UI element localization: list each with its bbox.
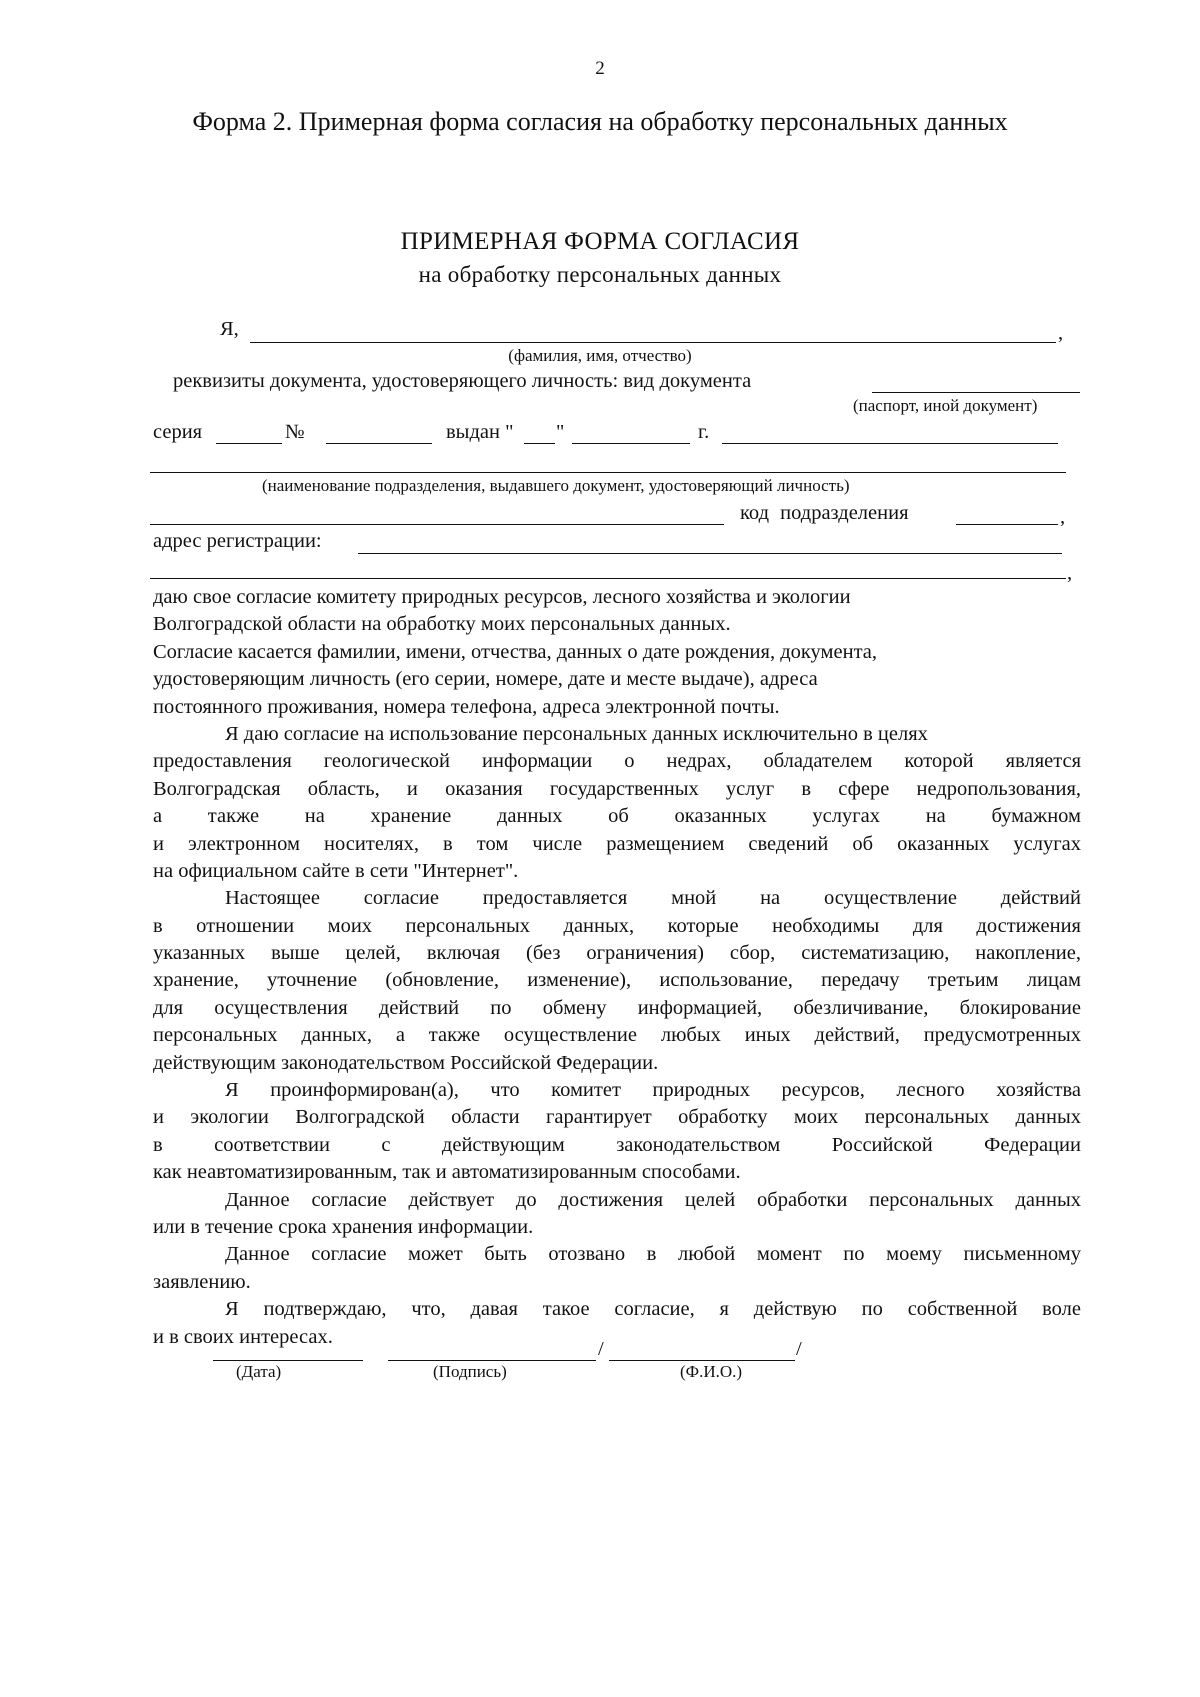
consent-intro-line: Волгоградской области на обработку моих персональных данных. (153, 613, 731, 636)
purpose-line: и электронном носителях, в том числе размещением сведений об оказанных услугах (153, 832, 1081, 855)
division-code-comma: , (1060, 506, 1066, 528)
revocation-line: Данное согласие может быть отозвано в любой момент по моему письменному (225, 1243, 1081, 1266)
issuer-caption: (наименование подразделения, выдавшего документ, удостоверяющий личность) (262, 476, 850, 495)
doc-type-field[interactable] (872, 392, 1080, 393)
issuer-field-2[interactable] (150, 472, 1066, 473)
validity-line: или в течение срока хранения информации. (153, 1215, 534, 1238)
purpose-line: Волгоградская область, и оказания государственных услуг в сфере недропользования, (153, 777, 1081, 800)
revocation-line: заявлению. (153, 1270, 251, 1293)
series-field[interactable] (216, 443, 282, 444)
informed-line: и экологии Волгоградской области гарантирует обработку моих персональных данных (153, 1106, 1081, 1129)
division-code-field[interactable] (956, 524, 1058, 525)
page-number: 2 (595, 58, 605, 79)
purpose-line: Я даю согласие на использование персональных данных исключительно в целях (225, 722, 928, 745)
fio-comma: , (1058, 322, 1064, 344)
consent-intro-line: даю свое согласие комитету природных ресурсов, лесного хозяйства и экологии (153, 586, 851, 608)
actions-line: персональных данных, а также осуществление любых иных действий, предусмотренных (153, 1024, 1081, 1047)
document-heading: ПРИМЕРНАЯ ФОРМА СОГЛАСИЯ (400, 228, 800, 255)
year-label: г. (698, 421, 710, 443)
address-field-1[interactable] (358, 553, 1062, 554)
signature-field[interactable] (388, 1360, 596, 1361)
address-comma: , (1067, 562, 1073, 584)
issue-day-field[interactable] (524, 443, 555, 444)
fio-field[interactable] (250, 342, 1056, 343)
confirmation-line: и в своих интересах. (153, 1325, 333, 1348)
date-caption: (Дата) (236, 1362, 282, 1381)
body-text (153, 584, 1081, 1351)
address-label: адрес регистрации: (153, 530, 322, 552)
issued-quote: " (556, 421, 565, 443)
division-code-label: код подразделения (740, 502, 909, 524)
informed-line: как неавтоматизированным, так и автоматизированным способами. (153, 1161, 741, 1184)
purpose-line: а также на хранение данных об оказанных услугах на бумажном (153, 805, 1081, 828)
actions-line: в отношении моих персональных данных, которые необходимы для достижения (153, 914, 1081, 937)
issue-month-field[interactable] (572, 443, 690, 444)
scope-line: Согласие касается фамилии, имени, отчества, данных о дате рождения, документа, (153, 640, 878, 663)
issuer-field-3[interactable] (150, 524, 724, 525)
informed-line: Я проинформирован(а), что комитет природных ресурсов, лесного хозяйства (225, 1079, 1081, 1102)
confirmation-line: Я подтверждаю, что, давая такое согласие, я действую по собственной воле (225, 1298, 1081, 1321)
doc-type-caption: (паспорт, иной документ) (853, 396, 1038, 415)
doc-requisites-label: реквизиты документа, удостоверяющего личность: вид документа (173, 370, 752, 392)
fio-caption: (фамилия, имя, отчество) (508, 346, 692, 365)
scope-line: удостоверяющим личность (его серии, номере, дате и месте выдаче), адреса (153, 668, 818, 691)
number-label: № (285, 421, 305, 443)
actions-line: указанных выше целей, включая (без ограничения) сбор, систематизацию, накопление, (153, 942, 1081, 965)
form-title: Форма 2. Примерная форма согласия на обработку персональных данных (192, 107, 1008, 136)
signature-slash-1: / (598, 1338, 604, 1360)
i-label: Я, (220, 318, 239, 340)
number-field[interactable] (326, 443, 432, 444)
signature-slash-2: / (796, 1338, 802, 1360)
fio-signature-caption: (Ф.И.О.) (680, 1362, 743, 1381)
address-field-2[interactable] (150, 578, 1066, 579)
validity-line: Данное согласие действует до достижения целей обработки персональных данных (225, 1188, 1081, 1211)
signature-caption: (Подпись) (433, 1362, 507, 1381)
date-field[interactable] (213, 1360, 363, 1361)
actions-line: для осуществления действий по обмену информацией, обезличивание, блокирование (153, 996, 1081, 1019)
purpose-line: на официальном сайте в сети "Интернет". (153, 859, 519, 882)
issuer-field-1[interactable] (722, 443, 1058, 444)
fio-signature-field[interactable] (609, 1360, 795, 1361)
document-subheading: на обработку персональных данных (418, 262, 782, 287)
actions-line: хранение, уточнение (обновление, изменение), использование, передачу третьим лицам (153, 969, 1081, 992)
series-label: серия (153, 421, 203, 443)
purpose-line: предоставления геологической информации о недрах, обладателем которой является (153, 750, 1081, 773)
issued-label: выдан " (446, 421, 514, 443)
actions-line: Настоящее согласие предоставляется мной на осуществление действий (225, 887, 1081, 910)
informed-line: в соответствии с действующим законодательством Российской Федерации (153, 1133, 1081, 1156)
actions-line: действующим законодательством Российской Федерации. (153, 1051, 659, 1074)
scope-line: постоянного проживания, номера телефона, адреса электронной почты. (153, 695, 780, 718)
